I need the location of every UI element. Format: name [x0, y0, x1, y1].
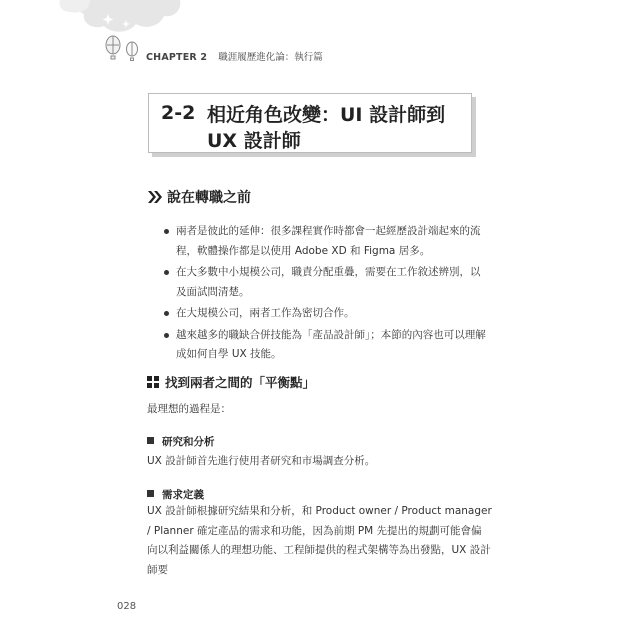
double-chevron-icon — [147, 190, 163, 204]
bullet-dot-icon — [164, 270, 169, 275]
bullet-item — [160, 326, 490, 365]
hot-air-balloon-small-icon — [127, 42, 138, 61]
chapter-title: 職涯履歷進化論：執行篇 — [218, 52, 323, 63]
square-bullet-icon — [147, 490, 154, 497]
heading-before-transition-text: 說在轉職之前 — [167, 190, 251, 206]
bullet-dot-icon — [164, 333, 169, 338]
intro-paragraph: 最理想的過程是： — [147, 403, 231, 415]
bullet-dot-icon — [164, 229, 169, 234]
heading-balance-point-text: 找到兩者之間的「平衡點」 — [165, 375, 316, 390]
bullet-list — [160, 222, 490, 367]
bullet-text: 在大規模公司，兩者工作為密切合作。 — [176, 307, 355, 319]
hot-air-balloon-icon — [106, 36, 120, 59]
section-title: 相近角色改變：UI 設計師到 UX 設計師 — [207, 104, 446, 152]
bullet-text: 在大多數中小規模公司，職責分配重疊，需要在工作敘述辨別，以及面試問清楚。 — [176, 266, 481, 298]
page-number: 028 — [117, 601, 137, 612]
subheading-research-text: 研究和分析 — [162, 436, 215, 448]
heading-balance-point — [147, 373, 315, 391]
cloud-balloon-illustration — [0, 0, 200, 80]
subheading-research — [147, 434, 215, 449]
section-number: 2-2 — [161, 102, 196, 124]
bullet-text: 兩者是彼此的延伸：很多課程實作時都會一起經歷設計端起來的流程，軟體操作都是以使用 Adobe XD 和 Figma 居多。 — [176, 225, 481, 257]
grid-icon — [147, 376, 159, 388]
bullet-item — [160, 263, 490, 302]
research-paragraph: UX 設計師首先進行使用者研究和市場調查分析。 — [147, 455, 376, 467]
bullet-item — [160, 304, 490, 324]
bullet-item — [160, 222, 490, 261]
subheading-requirements — [147, 487, 204, 502]
heading-before-transition — [147, 187, 251, 207]
chapter-number: CHAPTER 2 — [146, 52, 208, 63]
bullet-dot-icon — [164, 311, 169, 316]
bullet-text: 越來越多的職缺合併技能為「產品設計師」；本節的內容也可以理解成如何自學 UX 技能。 — [176, 328, 486, 360]
requirements-paragraph: UX 設計師根據研究結果和分析，和 Product owner / Product manager / Planner 確定產品的需求和功能，因為前期 PM 先提出的規劃可能會偏向以利益關係人的理想功能、工程師提供的程式架構等為出發點，UX 設計師要 — [147, 505, 492, 576]
subheading-requirements-text: 需求定義 — [162, 489, 204, 501]
chapter-header — [146, 49, 323, 63]
section-title-box — [148, 93, 472, 153]
square-bullet-icon — [147, 437, 154, 444]
